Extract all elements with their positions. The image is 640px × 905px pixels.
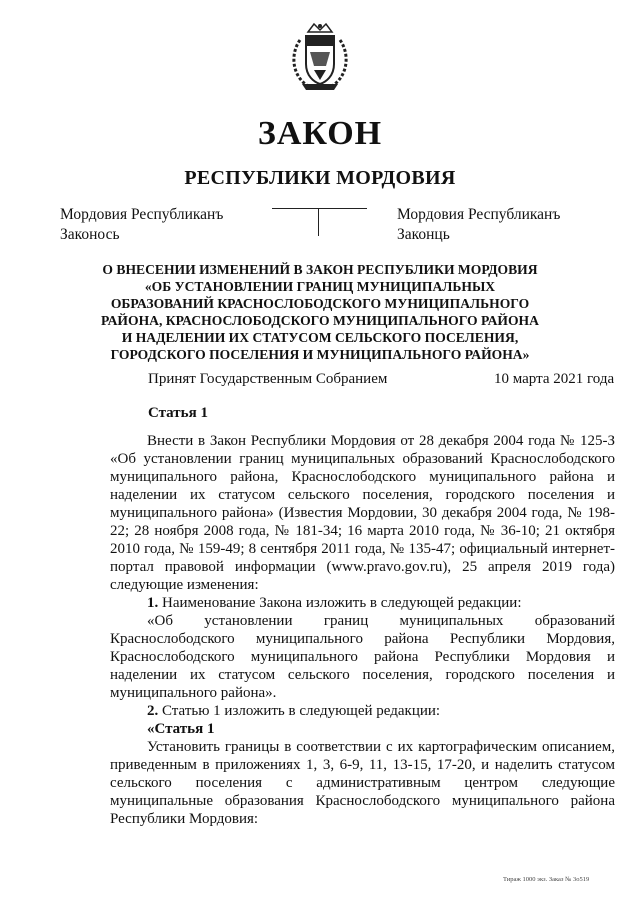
document-title: ЗАКОН [257, 115, 383, 152]
registration-line [272, 208, 367, 209]
coat-of-arms-icon [286, 20, 354, 94]
header-left-line2: Законось [60, 226, 120, 243]
header-right-line1: Мордовия Республиканъ [397, 206, 561, 223]
item-1-number: 1. [147, 595, 159, 611]
quoted-article-heading-text: «Статья 1 [147, 721, 215, 737]
article-intro: Внести в Закон Республики Мордовия от 28 декабря 2004 года № 125-З «Об установлении границ муниципальных образований Краснослободского муниципального района, Краснослободского муниципального района и наделении их статусом сельского поселения, городского поселения и муниципального района» (Известия Мордовии, 30 декабря 2004 года, № 198-22; 28 ноября 2008 года, № 181-34; 16 марта 2010 года, № 36-10; 21 октября 2010 года, № 159-49; 8 сентября 2011 года, № 135-47; официальный интернет-портал правовой информации (www.pravo.gov.ru), 25 апреля 2019 года) следующие изменения: [110, 433, 615, 593]
quoted-article-heading [110, 720, 615, 738]
item-1-text: Наименование Закона изложить в следующей редакции: [158, 595, 522, 611]
adopted-by: Принят Государственным Собранием [148, 371, 388, 387]
header-right-block [397, 205, 560, 245]
adopted-date: 10 марта 2021 года [494, 371, 615, 387]
header-left-line1: Мордовия Республиканъ [60, 206, 224, 223]
item-2-text: Статью 1 изложить в следующей редакции: [158, 703, 441, 719]
print-run-note: Тираж 1000 экз. Заказ № 3о519 [503, 876, 590, 883]
document-subtitle: РЕСПУБЛИКИ МОРДОВИЯ [184, 167, 456, 189]
quoted-article-body: Установить границы в соответствии с их картографическим описанием, приведенным в приложениях 1, 3, 6-9, 11, 13-15, 17-20, и наделить статусом сельского поселения с административным центром следующие муниципальные образования Краснослободского муниципального района Республики Мордовия: [110, 739, 615, 827]
article-body [110, 432, 615, 828]
registration-divider [318, 208, 319, 236]
article-heading: Статья 1 [148, 405, 208, 421]
item-1-quote: «Об установлении границ муниципальных образований Краснослободского муниципального района Республики Мордовия, Краснослободского муниципального района Республики Мордовия и наделении их статусом сельского поселения, городского поселения и муниципального района». [110, 613, 615, 701]
header-right-line2: Законць [397, 226, 450, 243]
header-left-block [60, 205, 223, 245]
item-2-number: 2. [147, 703, 159, 719]
item-2 [110, 702, 615, 720]
item-1 [110, 594, 615, 612]
law-heading: О ВНЕСЕНИИ ИЗМЕНЕНИЙ В ЗАКОН РЕСПУБЛИКИ МОРДОВИЯ «ОБ УСТАНОВЛЕНИИ ГРАНИЦ МУНИЦИПАЛЬНЫХ ОБРАЗОВАНИЙ КРАСНОСЛОБОДСКОГО МУНИЦИПАЛЬНОГО РАЙОНА, КРАСНОСЛОБОДСКОГО МУНИЦИПАЛЬНОГО РАЙОНА И НАДЕЛЕНИИ ИХ СТАТУСОМ СЕЛЬСКОГО ПОСЕЛЕНИЯ, ГОРОДСКОГО ПОСЕЛЕНИЯ И МУНИЦИПАЛЬНОГО РАЙОНА» [101, 262, 539, 362]
